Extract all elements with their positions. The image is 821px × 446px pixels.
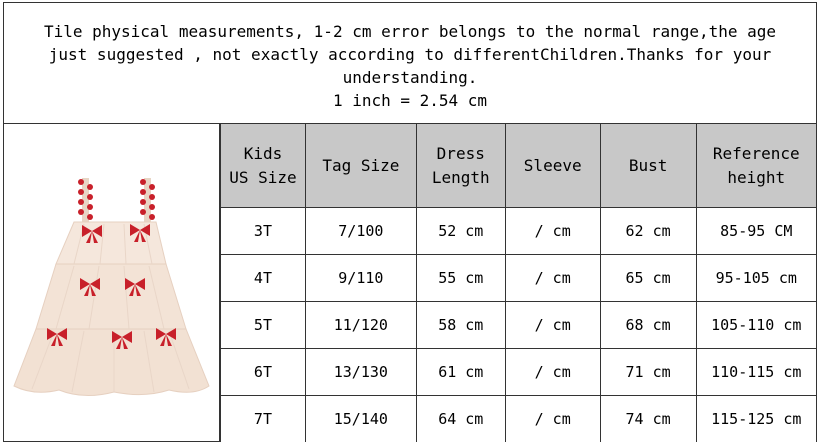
cell-reference-height: 110-115 cm [696, 349, 816, 396]
header-reference-height-line2: height [727, 167, 786, 187]
cell-dress-length: 61 cm [416, 349, 505, 396]
size-table [220, 124, 816, 442]
measurement-notice [4, 3, 816, 124]
notice-line-2: just suggested , not exactly according to differentChildren.Thanks for your [48, 45, 772, 64]
header-dress-length-line1: Dress [436, 143, 485, 163]
cell-tag-size: 7/100 [305, 208, 416, 255]
cell-bust: 62 cm [600, 208, 696, 255]
notice-line-3: understanding. [342, 68, 478, 87]
cell-reference-height: 105-110 cm [696, 302, 816, 349]
cell-dress-length: 55 cm [416, 255, 505, 302]
size-chart-frame [3, 2, 817, 442]
header-kids-us-size [221, 124, 306, 208]
cell-us-size: 7T [221, 396, 306, 443]
cell-reference-height: 85-95 CM [696, 208, 816, 255]
cell-bust: 71 cm [600, 349, 696, 396]
table-row [221, 208, 817, 255]
table-header-row [221, 124, 817, 208]
notice-line-4: 1 inch = 2.54 cm [332, 91, 488, 110]
cell-reference-height: 115-125 cm [696, 396, 816, 443]
header-kids-us-size-line2: US Size [229, 167, 297, 187]
dress-body [14, 222, 209, 396]
cell-us-size: 6T [221, 349, 306, 396]
dress-straps [78, 178, 155, 228]
cell-dress-length: 58 cm [416, 302, 505, 349]
cell-tag-size: 11/120 [305, 302, 416, 349]
header-bust: Bust [600, 124, 696, 208]
cell-dress-length: 64 cm [416, 396, 505, 443]
table-row [221, 396, 817, 443]
cell-sleeve: / cm [505, 208, 600, 255]
cell-tag-size: 9/110 [305, 255, 416, 302]
cell-bust: 74 cm [600, 396, 696, 443]
table-row [221, 349, 817, 396]
cell-us-size: 5T [221, 302, 306, 349]
cell-tag-size: 15/140 [305, 396, 416, 443]
cell-us-size: 4T [221, 255, 306, 302]
cell-sleeve: / cm [505, 349, 600, 396]
table-row [221, 302, 817, 349]
cell-reference-height: 95-105 cm [696, 255, 816, 302]
header-tag-size: Tag Size [305, 124, 416, 208]
cell-sleeve: / cm [505, 302, 600, 349]
cell-bust: 68 cm [600, 302, 696, 349]
header-dress-length [416, 124, 505, 208]
notice-line-1: Tile physical measurements, 1-2 cm error belongs to the normal range,the age [43, 22, 777, 41]
header-reference-height [696, 124, 816, 208]
header-dress-length-line2: Length [431, 167, 490, 187]
header-reference-height-line1: Reference [712, 143, 800, 163]
dress-image [4, 124, 219, 441]
cell-sleeve: / cm [505, 255, 600, 302]
cell-sleeve: / cm [505, 396, 600, 443]
cell-tag-size: 13/130 [305, 349, 416, 396]
product-photo-cell [4, 124, 220, 441]
header-kids-us-size-line1: Kids [243, 143, 283, 163]
table-row [221, 255, 817, 302]
cell-dress-length: 52 cm [416, 208, 505, 255]
header-sleeve: Sleeve [505, 124, 600, 208]
cell-us-size: 3T [221, 208, 306, 255]
cell-bust: 65 cm [600, 255, 696, 302]
